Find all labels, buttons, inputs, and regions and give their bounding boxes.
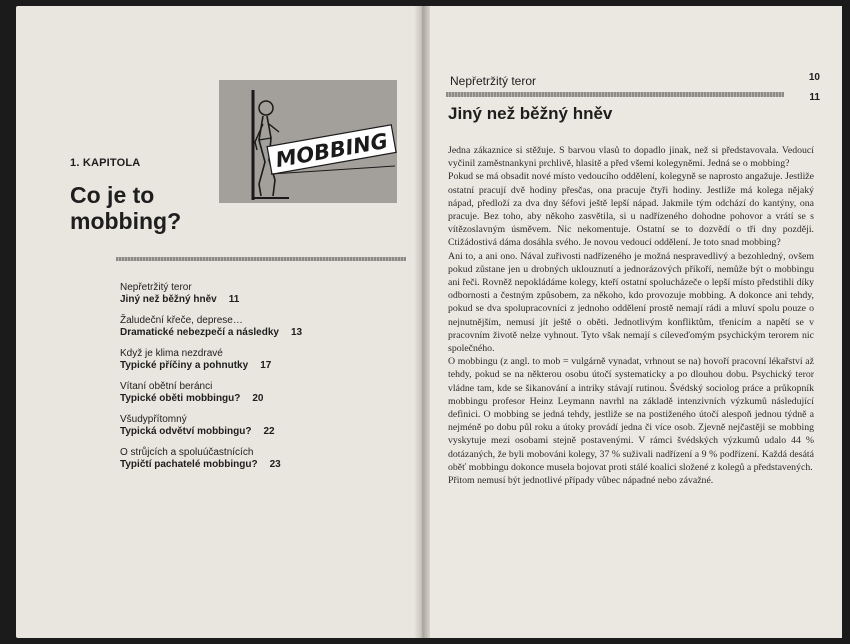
toc-page-number: 17: [260, 360, 272, 371]
paragraph: O mobbingu (z angl. to mob = vulgárně vynadat, vrhnout se na) hovoří pracovní lékařství až tehdy, pokud se na některou osobu útočí systematicky a po dlouhou dobu. Psychický teror vládne tam, kde se šikanování a intriky stávají rutinou. Švédský sociolog práce a průkopník mobbingu profesor Heinz Leymann navrhl na základě intenzivních výzkumů následující definici. O mobbing se jedná tehdy, jestliže se na postiženého útočí alespoň jednou týdně a nejméně po dobu půl roku a útoky provádí jedna či více osob. Zjevně nejčastěji se mobbing vyskytuje mezi osobami stejně postavenými. V rámci švédských výzkumů udalo 44 % dotázaných, že byli mobováni kolegy, 37 % suživali nadřízení a 9 % podřízení. Každá desátá oběť mobbingu dokonce musela bojovat proti stálé koalici složené z kolegů a představených.: [448, 356, 814, 473]
paragraph: Ani to, a ani ono. Nával zuřivosti nadřízeného je možná nespravedlivý a bezohledný, ovšem pokud zůstane jen u drobných uklouznutí a jednorázových příkoří, nemůže být o mobbingu ani řeči. Rovněž nepokládáme kolegy, kteří ostatní spolucházeče o lepší místo předstihli díky odbornosti a čestným způsobem, za někoho, kdo provozuje mobbing. A dokonce ani tehdy, pokud se dva spolupracovníci z jednoho oddělení prostě nemají rádi a mluví spolu pouze o nejnutnějším, nemusí jít ještě o oběti. Jednotlivým konfliktům, třenicím a napětí se v pracovním životě nelze vyhnout. Tyto však nemají s cíleveďomým psychickým terorem nic společného.: [448, 250, 814, 355]
left-page: [16, 6, 420, 638]
running-head: Nepřetržitý teror: [450, 74, 537, 88]
chapter-title: Co je to mobbing?: [70, 182, 182, 234]
toc-entry[interactable]: [120, 315, 420, 339]
chapter-label: 1. KAPITOLA: [70, 157, 141, 169]
toc-category: Všudypřítomný: [120, 414, 187, 425]
paragraph: Přitom nemusí být jednotlivé případy vůbec nápadné nebo závažné.: [448, 475, 714, 487]
toc-category: Žaludeční křeče, deprese…: [120, 315, 243, 326]
toc-title: Dramatické nebezpečí a následky: [120, 327, 279, 338]
toc-title: Jiný než běžný hněv: [120, 294, 217, 305]
toc-entry[interactable]: [120, 414, 420, 438]
toc-page-number: 23: [269, 459, 281, 470]
toc-page-number: 22: [263, 426, 275, 437]
body-text: [448, 144, 814, 487]
section-title: Jiný než běžný hněv: [448, 104, 613, 123]
paragraph: Jedna zákaznice si stěžuje. S barvou vlasů to dopadlo jinak, než si představovala. Vedoucí vyčinil zaměstnankyni prchlivě, hlasitě a před všemi kolegyněmi. Jedná se o mobbing?: [448, 145, 814, 170]
toc-page-number: 20: [252, 393, 264, 404]
illustration-lettering: MOBBING: [273, 128, 390, 173]
paragraph: Pokud se má obsadit nové místo vedoucího oddělení, kolegyně se naprosto angažuje. Jestliže ostatní pracují dvě hodiny přesčas, ona pracuje čtyři hodiny. Jestliže má kolega nějaký nápad, předloží za dva dny šéfovi ještě lepší nápad. Jakmile tým odchází do kantýny, ona pracuje. Bez toho, aby někoho zasvětila, si u nadřízeného dohodne pohovor a vrátí se s vítězoslavným úsměvem. Nic nekomentuje. Ostatní se to dozvědí o tři dny později. Ctižádostivá dáma dosáhla svého. Je novou vedoucí oddělení. Je toto snad mobbing?: [448, 171, 814, 249]
toc-category: Nepřetržitý teror: [120, 282, 192, 293]
toc-title: Typické oběti mobbingu?: [120, 393, 241, 404]
page-number-left: 10: [808, 72, 820, 83]
table-of-contents: [120, 282, 420, 480]
toc-page-number: 11: [228, 294, 240, 305]
toc-title: Typické příčiny a pohnutky: [120, 360, 249, 371]
mobbing-illustration: [219, 80, 397, 203]
book-gutter: [414, 6, 430, 638]
header-rule: [446, 92, 784, 97]
toc-entry[interactable]: [120, 348, 420, 372]
page-number-right: 11: [809, 92, 820, 103]
toc-page-number: 13: [290, 327, 303, 338]
toc-entry[interactable]: [120, 282, 420, 306]
toc-category: Vítaní obětní beránci: [120, 381, 213, 392]
toc-category: O strůjcích a spoluúčastnících: [120, 447, 254, 458]
toc-entry[interactable]: [120, 381, 420, 405]
toc-category: Když je klima nezdravé: [120, 348, 223, 359]
toc-title: Typičtí pachatelé mobbingu?: [120, 459, 258, 470]
section-divider: [116, 257, 406, 261]
right-page: [424, 6, 842, 638]
toc-entry[interactable]: [120, 447, 420, 471]
toc-title: Typická odvětví mobbingu?: [120, 426, 252, 437]
